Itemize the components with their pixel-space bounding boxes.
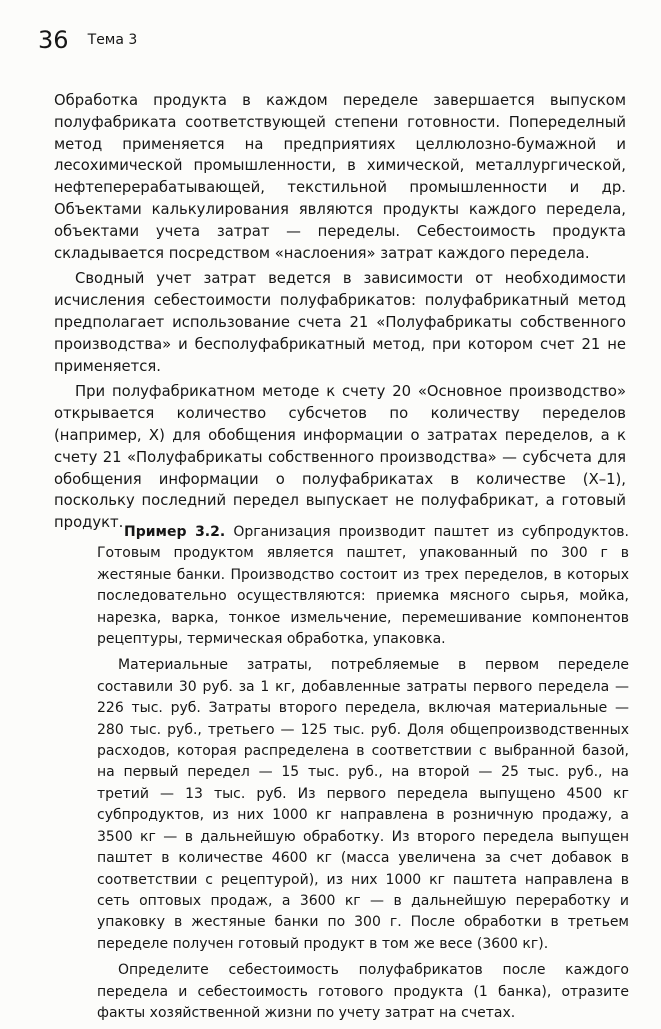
paragraph: При полуфабрикатном методе к счету 20 «Основное производство» открывается количество субсчетов по количеству переделов (например, Х) для обобщения информации о затратах переделов, а к счету 21 «Полуфабрикаты собственного производства» — субсчета для обобщения информации о полуфабрикатах в количестве (Х–1), поскольку последний передел выпускает не полуфабрикат, а готовый продукт. [54, 383, 626, 532]
example-intro [97, 522, 629, 650]
paragraph: Сводный учет затрат ведется в зависимости от необходимости исчисления себестоимости полуфабрикатов: полуфабрикатный метод предполагает использование счета 21 «Полуфабрикаты собственного производства» и бесполуфабрикатный метод, при котором счет 21 не применяется. [54, 270, 626, 375]
example-intro-text: Организация производит паштет из субпродуктов. Готовым продуктом является паштет, упакованный по 300 г в жестяные банки. Производство состоит из трех переделов, в которых последовательно осуществляются: приемка мясного сырья, мойка, нарезка, варка, тонкое измельчение, перемешивание компонентов рецептуры, термическая обработка, упаковка. [97, 524, 629, 648]
page-number: 36 [38, 26, 69, 54]
page-header [38, 26, 137, 54]
example-body: Материальные затраты, потребляемые в первом переделе составили 30 руб. за 1 кг, добавленные затраты первого передела — 226 тыс. руб. Затраты второго передела, включая материальные — 280 тыс. руб., третьего — 125 тыс. руб. Доля общепроизводственных расходов, которая распределена в соответствии с выбранной базой, на первый передел — 15 тыс. руб., на второй — 25 тыс. руб., на третий — 13 тыс. руб. Из первого передела выпущено 4500 кг субпродуктов, из них 1000 кг направлена в розничную продажу, а 3500 кг — в дальнейшую обработку. Из второго передела выпущен паштет в количестве 4600 кг (масса увеличена за счет добавок в соответствии с рецептурой), из них 1000 кг паштета направлена в сеть оптовых продаж, а 3600 кг — в дальнейшую переработку и упаковку в жестяные банки по 300 г. После обработки в третьем переделе получен готовый продукт в том же весе (3600 кг). [97, 657, 629, 952]
example-label: Пример 3.2. [124, 524, 226, 540]
main-text [54, 90, 626, 538]
paragraph: Обработка продукта в каждом переделе завершается выпуском полуфабриката соответствующей степени готовности. Попеределный метод применяется на предприятиях целлюлозно-бумажной и лесохимической промышленности, в химической, металлургической, нефтеперерабатывающей, текстильной промышленности и др. Объектами калькулирования являются продукты каждого передела, объектами учета затрат — переделы. Себестоимость продукта складывается посредством «наслоения» затрат каждого передела. [54, 92, 626, 262]
example-task: Определите себестоимость полуфабрикатов после каждого передела и себестоимость готового продукта (1 банка), отразите факты хозяйственной жизни по учету затрат на счетах. [97, 962, 629, 1021]
example-block [97, 522, 629, 1029]
section-title: Тема 3 [87, 32, 138, 48]
